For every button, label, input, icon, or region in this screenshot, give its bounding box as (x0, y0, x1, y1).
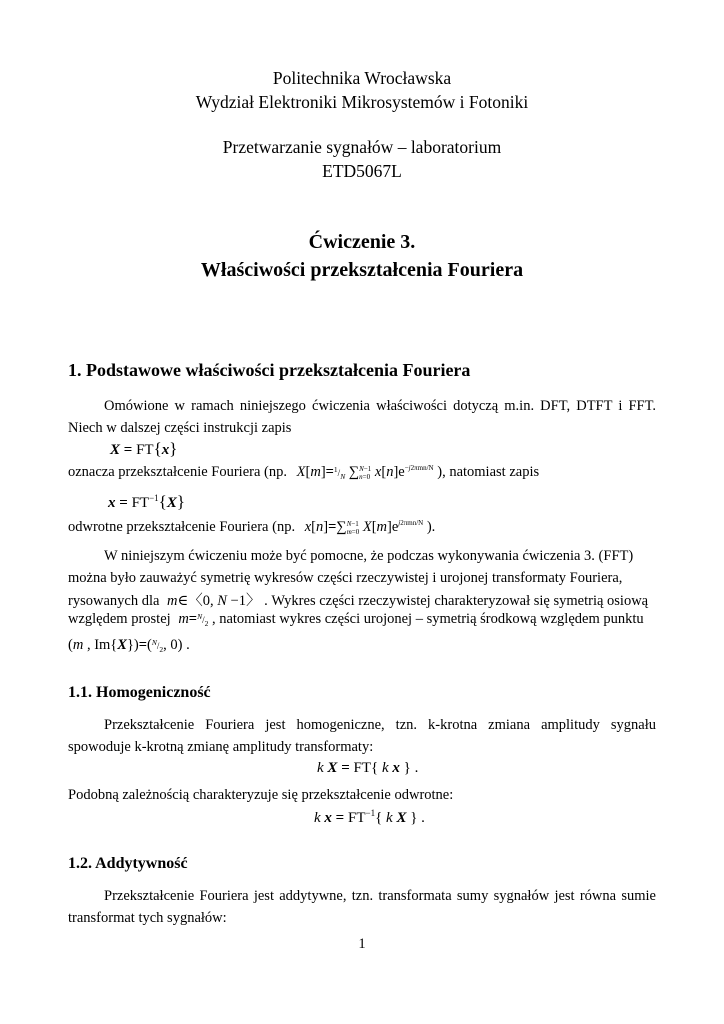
symmetry-point-formula: (m , $Im\{X\})=(^N/_2$, 0) . (68, 637, 190, 654)
page-number: 1 (358, 936, 366, 952)
homogeneity-equation: k X = FT{ k x } . (317, 760, 419, 776)
line-3-prefix: rysowanych dla (68, 593, 160, 609)
inverse-ft-text: odwrotne przekształcenie Fouriera (np. (68, 519, 296, 535)
ft-definition-suffix: ), natomiast zapis (437, 464, 540, 480)
line-4-prefix: względem prostej (68, 611, 171, 627)
inverse-ft-suffix: ). (426, 519, 436, 535)
university-name: Politechnika Wrocławska (272, 68, 452, 88)
section-1-1-heading: 1.1. Homogeniczność (68, 684, 211, 701)
equation-ft: X = FT{x} (110, 439, 178, 458)
course-name: Przetwarzanie sygnałów – laboratorium (222, 137, 502, 157)
line-3-suffix: . Wykres części rzeczywistej charakteryzował się symetrią osiową (264, 593, 649, 609)
faculty-name: Wydział Elektroniki Mikrosystemów i Fotoniki (195, 92, 529, 112)
section-1-paragraph-2-line-1: W niniejszym ćwiczeniu może być pomocne, że podczas wykonywania ćwiczenia 3. (FFT) (104, 548, 634, 564)
section-1-1-paragraph: Przekształcenie Fouriera jest homogeniczne, tzn. k-krotna zmiana amplitudy sygnału spowoduje k-krotną zmianę amplitudy transformaty: (68, 717, 656, 755)
idft-formula: x[n]=∑N−1 m=0 $X[m]e^{j2\pi mn/N}$ (304, 519, 424, 536)
line-4-suffix: , natomiast wykres części urojonej – symetrią środkową względem punktu (211, 611, 644, 627)
ft-definition-line (68, 464, 539, 481)
exercise-number: Ćwiczenie 3. (308, 231, 416, 253)
course-code: ETD5067L (322, 161, 402, 181)
inverse-ft-line (68, 519, 435, 536)
symmetry-axis-formula: $m=^N/_2$ (178, 611, 209, 628)
section-1-paragraph-1: Omówione w ramach niniejszego ćwiczenia właściwości dotyczą m.in. DFT, DTFT i FFT. Niech w dalszej części instrukcji zapis (68, 398, 656, 436)
equation-inverse-ft: $x = FT^{-1}\{X\}$ (108, 492, 186, 511)
ft-definition-text: oznacza przekształcenie Fouriera (np. (68, 464, 287, 480)
section-1-heading: 1. Podstawowe właściwości przekształcenia Fouriera (68, 360, 471, 380)
section-1-paragraph-2-line-4 (68, 611, 644, 628)
inverse-homogeneity-equation: k $x = FT^{-1}${ k X } . (314, 808, 425, 826)
section-1-paragraph-2-line-2: można było zauważyć symetrię wykresów części rzeczywistej i urojonej transformaty Fouriera, (68, 570, 623, 586)
section-1-paragraph-2-line-3 (68, 589, 648, 610)
exercise-title: Właściwości przekształcenia Fouriera (200, 259, 524, 281)
section-1-2-paragraph: Przekształcenie Fouriera jest addytywne, tzn. transformata sumy sygnałów jest równa sumie transformat tych sygnałów: (68, 888, 656, 926)
range-formula: m∈〈0, N −1〉 (167, 593, 265, 609)
section-1-2-heading: 1.2. Addytywność (68, 855, 188, 872)
dft-formula: $X[m]=^1/_N$ ∑N−1 n=0 $x[n]e^{-j2\pi mn/N}$ (296, 464, 434, 481)
section-1-1-between-text: Podobną zależnością charakteryzuje się przekształcenie odwrotne: (68, 787, 454, 803)
